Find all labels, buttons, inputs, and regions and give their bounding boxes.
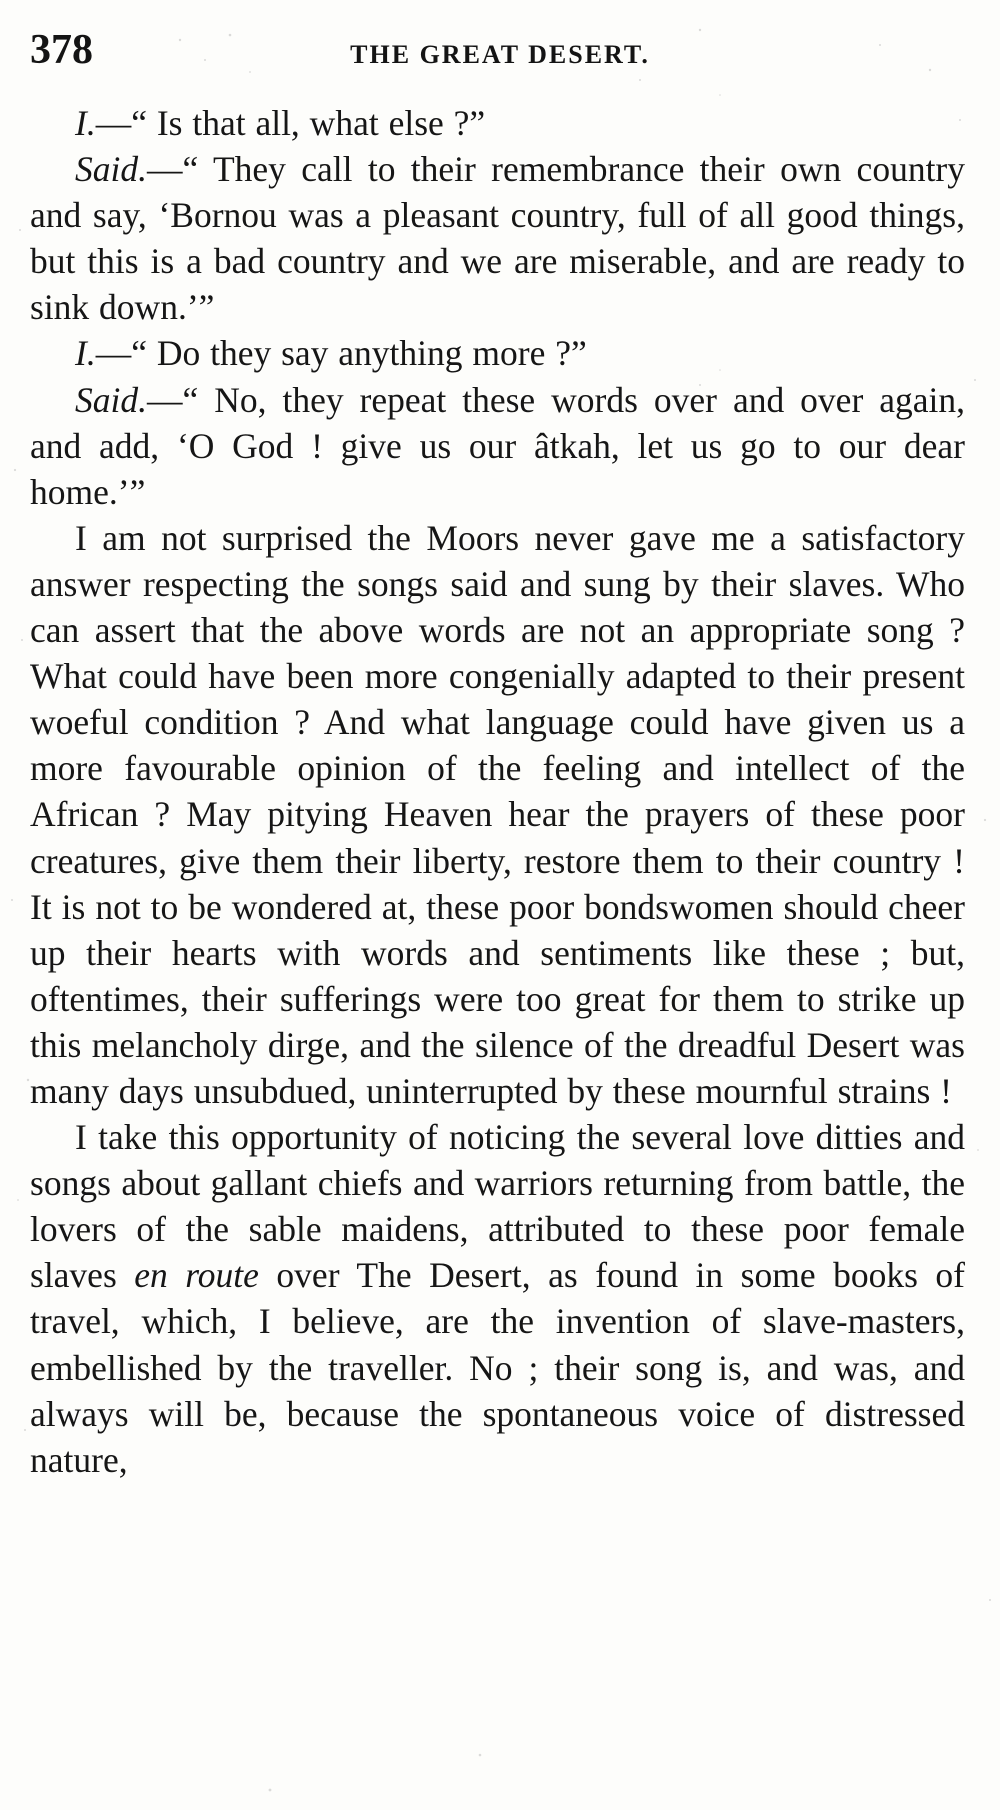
- paragraph: I am not surprised the Moors never gave me a satisfactory answer respecting the songs said and sung by their slaves. Who can assert that the above words are not an appropriate song ? What could have been more congenially adapted to their present woeful condition ? And what language could have given us a more favourable opinion of the feeling and intellect of the African ? May pitying Heaven hear the prayers of these poor creatures, give them their liberty, restore them to their country ! It is not to be wondered at, these poor bondswomen should cheer up their hearts with words and sentiments like these ; but, oftentimes, their sufferings were too great for them to strike up this melancholy dirge, and the silence of the dreadful Desert was many days unsubdued, uninterrupted by these mournful strains !: [30, 517, 965, 1111]
- page-header: [30, 18, 970, 78]
- running-title: THE GREAT DESERT.: [350, 40, 650, 69]
- dialogue-line: [30, 377, 965, 515]
- dialogue-text: —“ They call to their remembrance their own country and say, ‘Bornou was a pleasant country, full of all good things, but this is a bad country and we are miserable, and are ready to sink down.’”: [30, 149, 965, 328]
- dialogue-text: —“ Do they say anything more ?”: [95, 333, 587, 374]
- dialogue-text: —“ Is that all, what else ?”: [95, 103, 486, 143]
- paragraph-text: I take this opportunity of noticing the several love ditties and songs about gallant chiefs and warriors returning from battle, the lovers of the sable maidens, attributed to these poor female slaves: [30, 1117, 965, 1296]
- body-text: [30, 100, 965, 1483]
- paragraph-text: over The Desert, as found in some books of travel, which, I believe, are the invention of slave-masters, embellished by the traveller. No ; their song is, and was, and always will be, because the spontaneous voice of distressed nature,: [30, 1255, 966, 1480]
- italic-phrase: en route: [134, 1255, 259, 1296]
- speaker-name: I.: [75, 333, 96, 374]
- dialogue-line: [30, 146, 965, 330]
- speaker-name: Said.: [75, 379, 147, 420]
- dialogue-text: —“ No, they repeat these words over and over again, and add, ‘O God ! give us our âtkah, let us go to our dear home.’”: [30, 379, 965, 512]
- page-number: 378: [30, 27, 93, 73]
- speaker-name: Said.: [75, 149, 147, 190]
- dialogue-line: [30, 100, 965, 146]
- speaker-name: I.: [75, 103, 96, 143]
- paragraph: [30, 1114, 965, 1483]
- dialogue-line: [30, 330, 965, 376]
